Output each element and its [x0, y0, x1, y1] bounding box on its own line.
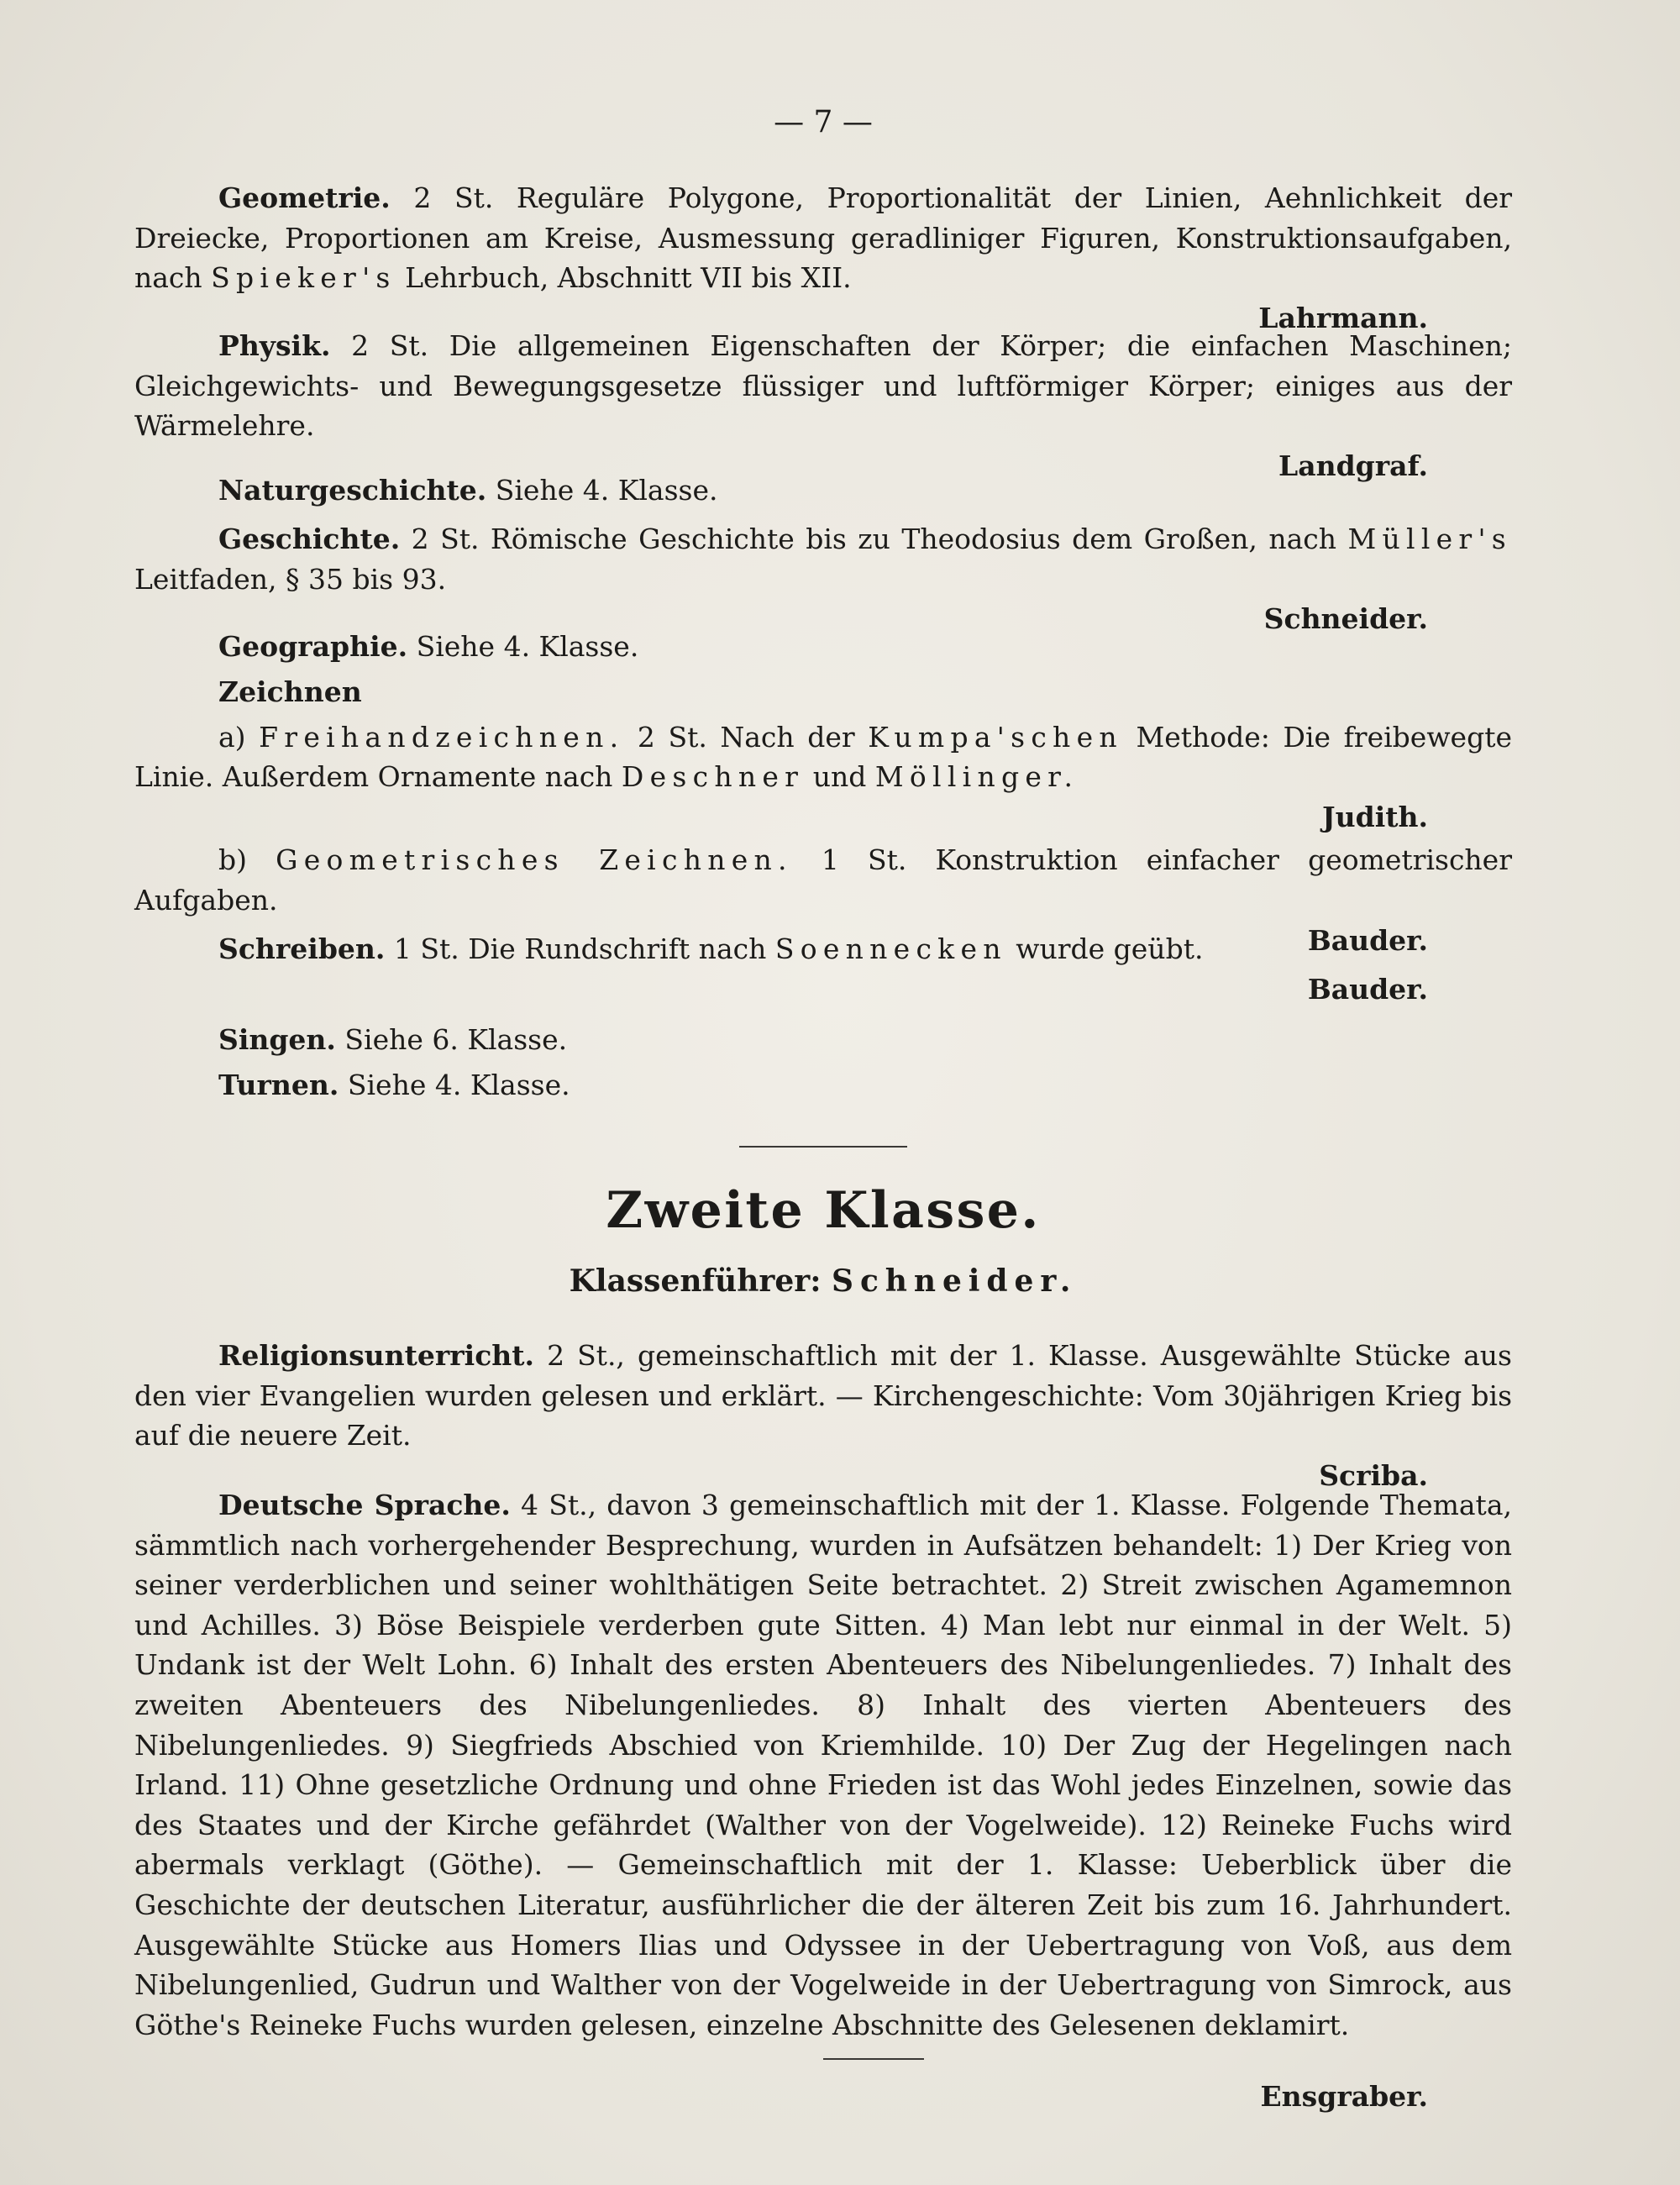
section-subtitle	[134, 1262, 1512, 1302]
section-title: Zweite Klasse.	[606, 1181, 1041, 1240]
zeichnen-a-author: Kumpa'schen	[868, 720, 1123, 754]
geographie-heading: Geographie.	[218, 630, 408, 663]
religion-paragraph	[134, 1336, 1512, 1456]
geometrie-author: Spieker's	[211, 261, 396, 295]
section-physik	[134, 326, 1512, 486]
zeichnen-a-author3: Möllinger.	[874, 760, 1079, 794]
geometrie-paragraph	[134, 178, 1512, 298]
class-leader-name: Schneider.	[832, 1263, 1078, 1299]
naturgeschichte-heading: Naturgeschichte.	[218, 474, 487, 507]
naturgeschichte-text: Siehe 4. Klasse.	[486, 474, 718, 507]
geometrie-text: 2 St. Reguläre Polygone, Proportionalität der Linien, Aehnlichkeit der Dreiecke, Proportionen am Kreise, Ausmessung geradliniger Figuren, Konstruktionsaufgaben, nach	[134, 181, 1512, 295]
zeichnen-a-paragraph	[134, 717, 1512, 797]
zeichnen-a-title: Freihandzeichnen.	[259, 720, 625, 754]
religion-teacher: Scriba.	[1319, 1458, 1428, 1492]
section-schreiben	[134, 929, 1512, 1009]
religion-text: 2 St., gemeinschaftlich mit der 1. Klasse. Ausgewählte Stücke aus den vier Evangelien wurden gelesen und erklärt. — Kirchengeschichte: Vom 30jährigen Krieg bis auf die neuere Zeit.	[134, 1339, 1512, 1452]
section-geschichte	[134, 519, 1512, 639]
physik-text: 2 St. Die allgemeinen Eigenschaften der Körper; die einfachen Maschinen; Gleichgewichts- und Bewegungsgesetze flüssiger und luftförmiger Körper; einiges aus der Wärmelehre.	[134, 329, 1512, 443]
zeichnen-a-prefix: a)	[218, 720, 260, 754]
deutsch-text: 4 St., davon 3 gemeinschaftlich mit der 1. Klasse. Folgende Themata, sämmtlich nach vorhergehender Besprechung, wurden in Aufsätzen behandelt: 1) Der Krieg von seiner verderblichen und seiner wohlthätigen Seite betrachtet. 2) Streit zwischen Agamemnon und Achilles. 3) Böse Beispiele verderben gute Sitten. 4) Man lebt nur einmal in der Welt. 5) Undank ist der Welt Lohn. 6) Inhalt des ersten Abenteuers des Nibelungenliedes. 7) Inhalt des zweiten Abenteuers des Nibelungenliedes. 8) Inhalt des vierten Abenteuers des Nibelungenliedes. 9) Siegfrieds Abschied von Kriemhilde. 10) Der Zug der Hegelingen nach Irland. 11) Ohne gesetzliche Ordnung und ohne Frieden ist das Wohl jedes Einzelnen, sowie das des Staates und der Kirche gefährdet (Walther von der Vogelweide). 12) Reineke Fuchs wird abermals verklagt (Göthe). — Gemeinschaftlich mit der 1. Klasse: Ueberblick über die Geschichte der deutschen Literatur, ausführlicher die der älteren Zeit bis zum 16. Jahrhundert. Ausgewählte Stücke aus Homers Ilias und Odyssee in der Uebertragung von Voß, aus dem Nibelungenlied, Gudrun und Walther von der Vogelweide in der Uebertragung von Simrock, aus Göthe's Reineke Fuchs wurden gelesen, einzelne Abschnitte des Gelesenen deklamirt.	[134, 1489, 1512, 2041]
section-naturgeschichte	[134, 470, 1512, 511]
section-divider	[739, 1146, 907, 1148]
turnen-text: Siehe 4. Klasse.	[339, 1069, 570, 1101]
section-turnen	[134, 1065, 1512, 1106]
section-geographie	[134, 627, 1512, 667]
section-geometrie	[134, 178, 1512, 338]
singen-text: Siehe 6. Klasse.	[335, 1023, 568, 1056]
geometrie-teacher: Lahrmann.	[1258, 301, 1428, 334]
geographie-paragraph	[134, 627, 1512, 667]
schreiben-paragraph	[134, 929, 1512, 969]
schreiben-teacher: Bauder.	[1307, 972, 1428, 1006]
geschichte-heading: Geschichte.	[218, 523, 401, 555]
schreiben-text: 1 St. Die Rundschrift nach	[385, 932, 775, 965]
zeichnen-b-prefix: b)	[218, 843, 276, 877]
religion-heading: Religionsunterricht.	[218, 1339, 535, 1372]
section-zeichnen	[134, 672, 1512, 960]
zeichnen-a-author2: Deschner	[621, 760, 805, 794]
zeichnen-heading: Zeichnen	[218, 675, 362, 708]
page-number: — 7 —	[774, 105, 873, 139]
zeichnen-b-paragraph	[134, 840, 1512, 920]
geschichte-author: Müller's	[1347, 523, 1512, 555]
zeichnen-a-text: 2 St. Nach der	[624, 720, 869, 754]
section-religion	[134, 1336, 1512, 1495]
physik-paragraph	[134, 326, 1512, 446]
deutsch-heading: Deutsche Sprache.	[218, 1489, 511, 1521]
singen-paragraph	[134, 1020, 1512, 1060]
turnen-heading: Turnen.	[218, 1069, 339, 1101]
deutsch-paragraph	[134, 1485, 1512, 2045]
zeichnen-a-text2: Methode: Die freibewegte Linie. Außerdem Ornamente nach	[134, 720, 1513, 794]
physik-heading: Physik.	[218, 329, 331, 362]
zeichnen-b-teacher: Bauder.	[1307, 923, 1428, 957]
geographie-text: Siehe 4. Klasse.	[407, 630, 639, 663]
geschichte-text: 2 St. Römische Geschichte bis zu Theodosius dem Großen, nach	[400, 523, 1348, 555]
zeichnen-a-teacher: Judith.	[1322, 800, 1428, 833]
geometrie-text2: Lehrbuch, Abschnitt VII bis XII.	[396, 261, 852, 295]
schreiben-heading: Schreiben.	[218, 932, 386, 965]
deutsch-teacher: Ensgraber.	[1260, 2080, 1428, 2114]
class-leader-label: Klassenführer:	[569, 1263, 832, 1299]
geometrie-heading: Geometrie.	[218, 181, 391, 214]
physik-teacher: Landgraf.	[1278, 449, 1428, 482]
zeichnen-a-text3: und	[804, 760, 875, 794]
section-singen	[134, 1020, 1512, 1060]
closing-divider	[823, 2058, 924, 2060]
geschichte-text2: Leitfaden, § 35 bis 93.	[134, 562, 447, 596]
zeichnen-b-text: 1 St. Konstruktion einfacher geometrischer Aufgaben.	[134, 843, 1512, 917]
geschichte-teacher: Schneider.	[1263, 602, 1428, 636]
schreiben-text2: wurde geübt.	[1006, 932, 1204, 965]
turnen-paragraph	[134, 1065, 1512, 1106]
singen-heading: Singen.	[218, 1023, 336, 1056]
section-deutsch	[134, 1485, 1512, 2117]
naturgeschichte-paragraph	[134, 470, 1512, 511]
schreiben-author: Soennecken	[774, 932, 1007, 965]
geschichte-paragraph	[134, 519, 1512, 599]
zeichnen-b-title: Geometrisches Zeichnen.	[276, 843, 793, 877]
